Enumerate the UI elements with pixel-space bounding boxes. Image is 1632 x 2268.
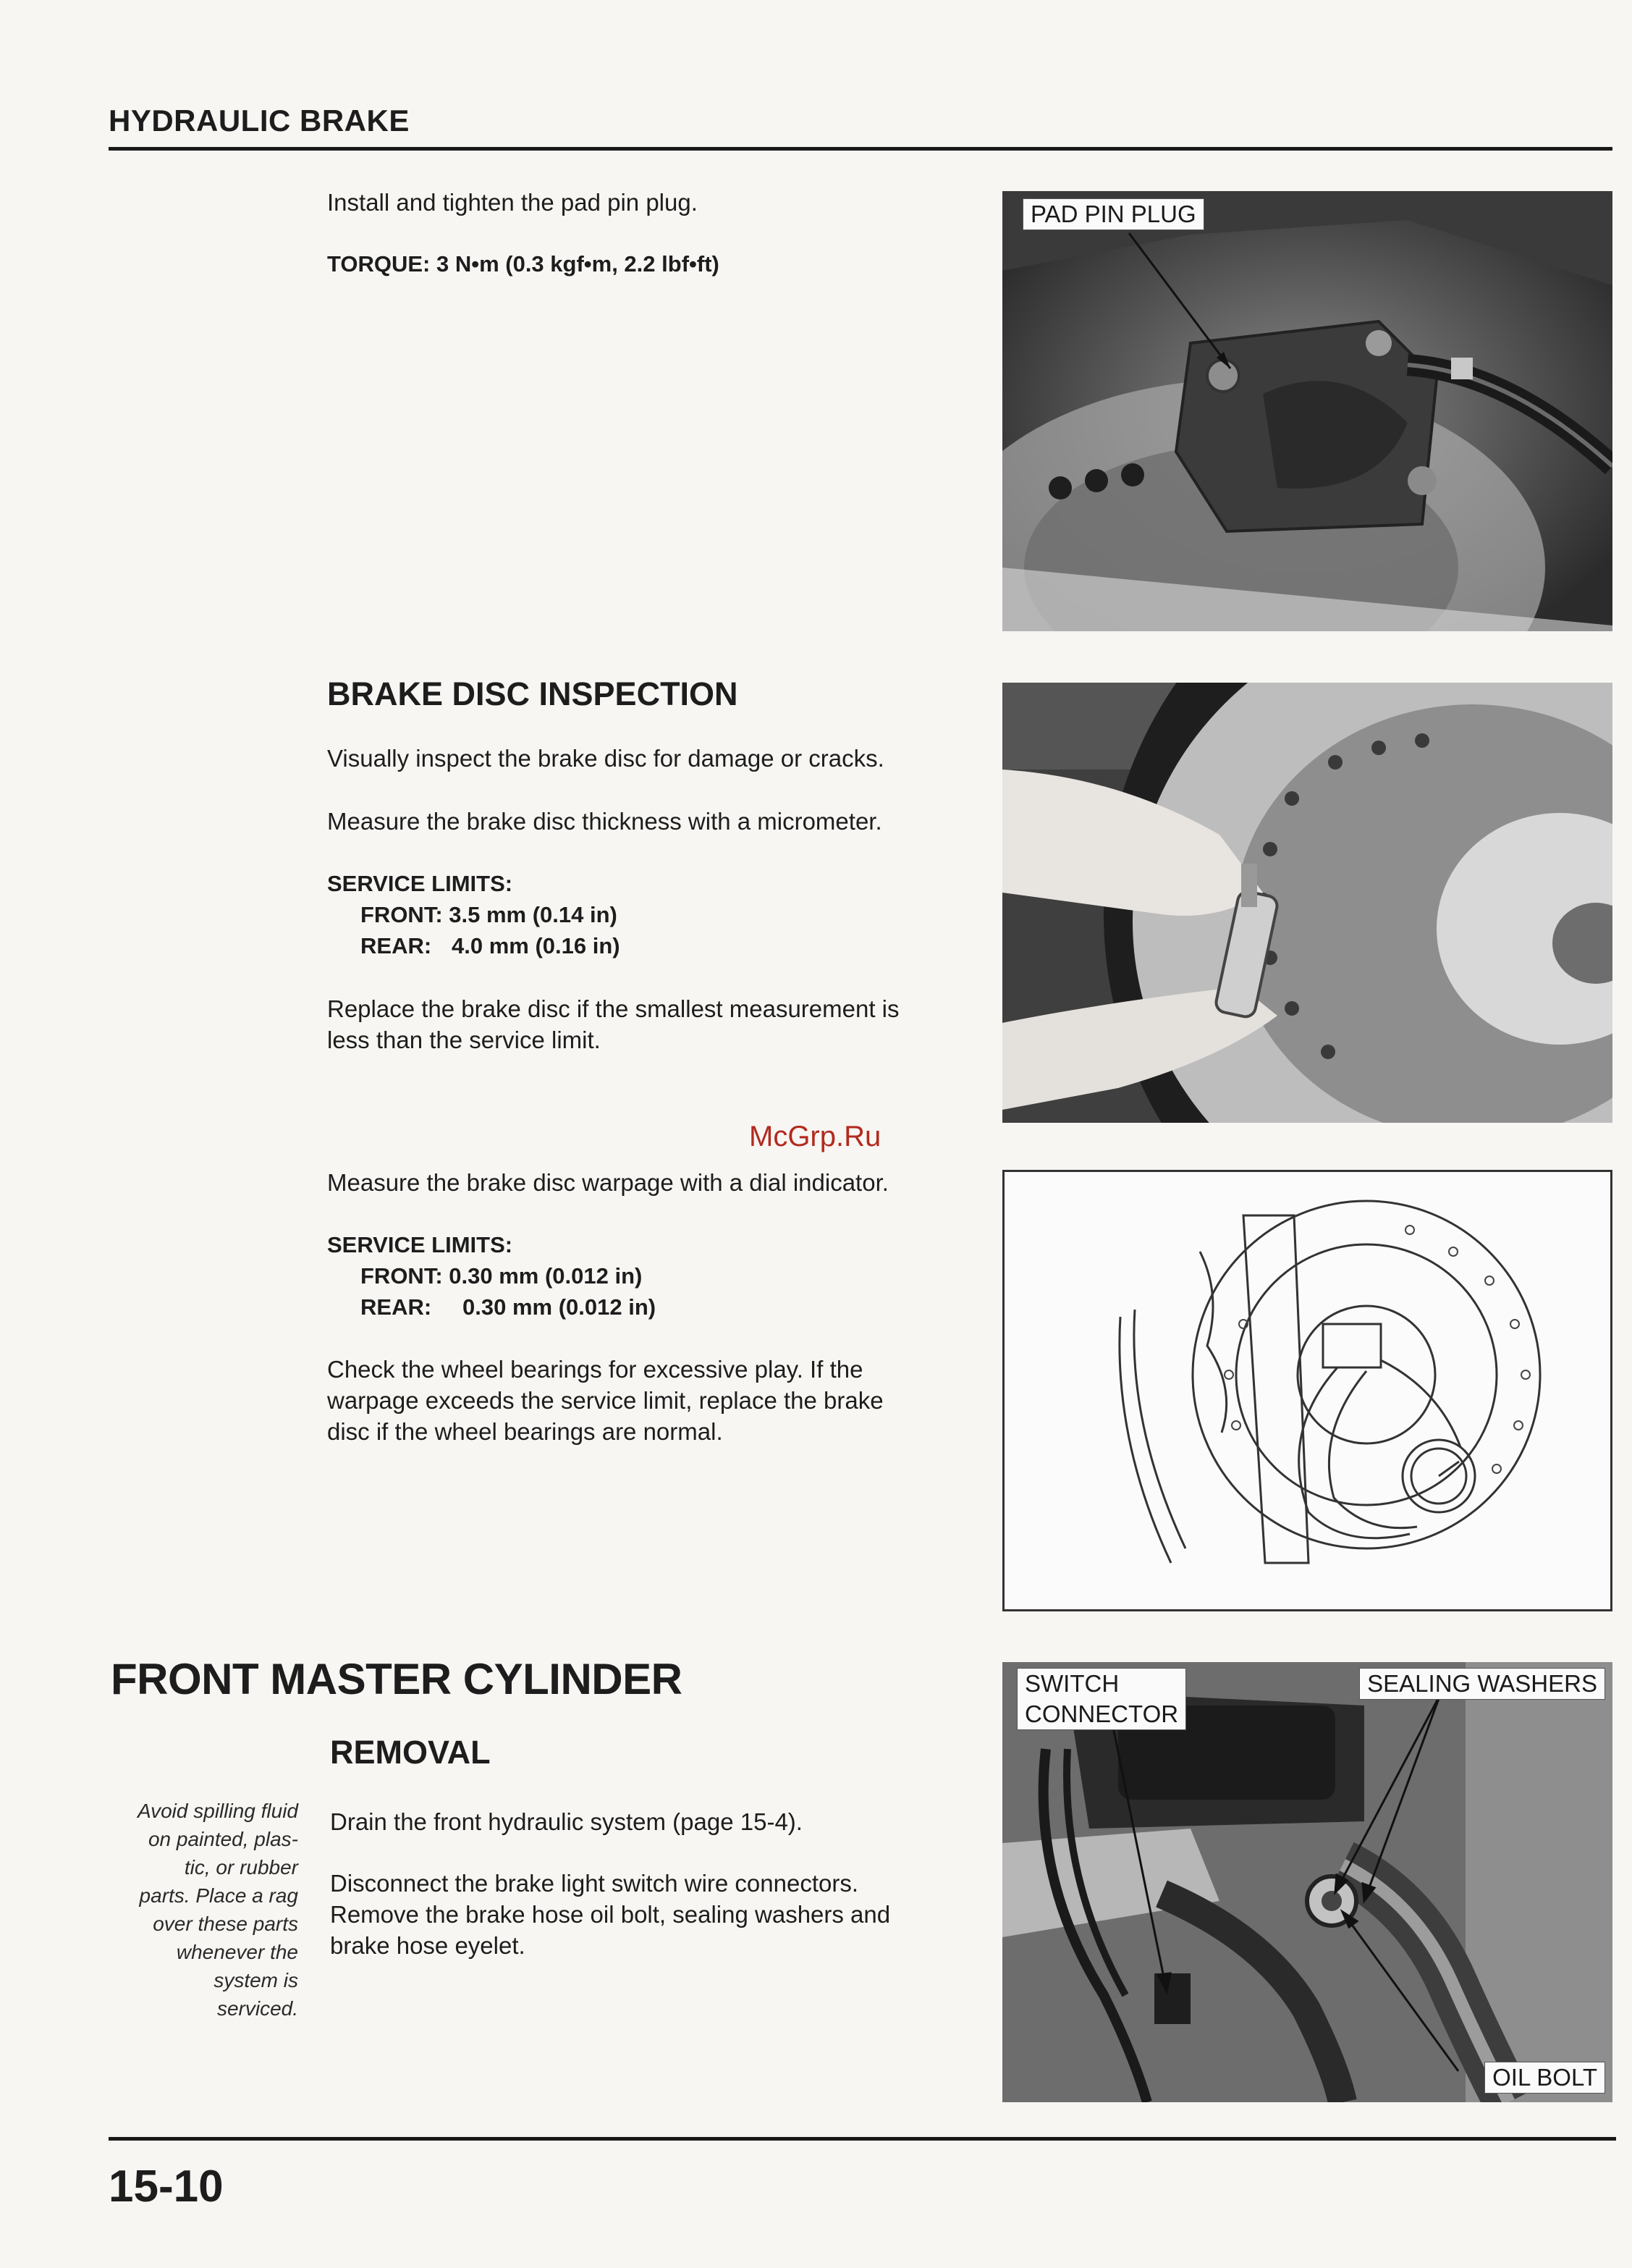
warpage-p2-line2: warpage exceeds the service limit, replace the brake: [327, 1387, 884, 1414]
side-note-line: over these parts: [153, 1913, 298, 1935]
side-note: [72, 1797, 298, 2023]
disc-inspection-p3-line1: Replace the brake disc if the smallest measurement is: [327, 995, 900, 1022]
side-note-line: on painted, plas-: [148, 1828, 298, 1850]
disc-inspection-title: BRAKE DISC INSPECTION: [327, 675, 738, 712]
dial-indicator-illustration: [1005, 1172, 1610, 1609]
torque-spec: TORQUE: 3 N•m (0.3 kgf•m, 2.2 lbf•ft): [327, 251, 719, 277]
master-cylinder-photo: [1002, 1662, 1612, 2102]
disc-limits-title: SERVICE LIMITS:: [327, 871, 513, 896]
disc-inspection-p2: Measure the brake disc thickness with a micrometer.: [327, 808, 882, 835]
disc-rear-label: REAR:: [360, 933, 432, 958]
disc-limit-front: [360, 899, 617, 930]
warpage-p1: Measure the brake disc warpage with a dial indicator.: [327, 1169, 889, 1196]
oil-bolt-label: OIL BOLT: [1484, 2062, 1605, 2094]
watermark: McGrp.Ru: [749, 1121, 881, 1152]
removal-subtitle: REMOVAL: [330, 1734, 491, 1771]
warpage-rear-value: 0.30 mm (0.012 in): [462, 1294, 656, 1320]
disc-front-value: 3.5 mm (0.14 in): [449, 902, 617, 927]
removal-p1: Drain the front hydraulic system (page 15-4).: [330, 1808, 803, 1835]
switch-connector-label: [1017, 1668, 1186, 1730]
switch-connector-label-line2: CONNECTOR: [1025, 1700, 1179, 1727]
warpage-rear-label: REAR:: [360, 1294, 432, 1320]
warpage-front-label: FRONT:: [360, 1263, 443, 1289]
disc-rear-value: 4.0 mm (0.16 in): [452, 933, 620, 958]
side-note-line: parts. Place a rag: [139, 1884, 298, 1907]
warpage-p2-line1: Check the wheel bearings for excessive play. If the: [327, 1356, 863, 1383]
sealing-washers-label: SEALING WASHERS: [1359, 1668, 1605, 1700]
header-rule: [109, 147, 1612, 151]
removal-p2-line2: Remove the brake hose oil bolt, sealing washers and: [330, 1901, 891, 1928]
disc-inspection-p1: Visually inspect the brake disc for damage or cracks.: [327, 745, 884, 772]
footer-rule: [109, 2137, 1616, 2141]
side-note-line: tic, or rubber: [184, 1856, 298, 1879]
caliper-illustration: [1002, 191, 1612, 631]
disc-limit-rear: [360, 930, 620, 961]
switch-connector-label-line1: SWITCH: [1025, 1670, 1120, 1697]
micrometer-photo: [1002, 683, 1612, 1123]
side-note-line: system is: [213, 1969, 298, 1991]
dial-indicator-drawing: [1002, 1170, 1612, 1611]
side-note-line: Avoid spilling fluid: [137, 1800, 298, 1822]
disc-front-label: FRONT:: [360, 902, 443, 927]
warpage-limits-title: SERVICE LIMITS:: [327, 1232, 513, 1257]
side-note-line: serviced.: [216, 1997, 298, 2020]
section-header: HYDRAULIC BRAKE: [109, 104, 410, 138]
removal-p2-line3: brake hose eyelet.: [330, 1932, 525, 1959]
warpage-limit-rear: [360, 1291, 656, 1323]
page-number: 15-10: [109, 2162, 224, 2212]
warpage-p2-line3: disc if the wheel bearings are normal.: [327, 1418, 723, 1445]
removal-p2-line1: Disconnect the brake light switch wire connectors.: [330, 1870, 858, 1897]
pad-pin-plug-label: PAD PIN PLUG: [1023, 198, 1204, 230]
master-cylinder-title: FRONT MASTER CYLINDER: [111, 1655, 682, 1703]
pad-pin-instruction: Install and tighten the pad pin plug.: [327, 189, 698, 216]
warpage-front-value: 0.30 mm (0.012 in): [449, 1263, 643, 1289]
side-note-line: whenever the: [176, 1941, 298, 1963]
micrometer-illustration: [1002, 683, 1612, 1123]
disc-inspection-p3-line2: less than the service limit.: [327, 1026, 601, 1053]
warpage-limit-front: [360, 1260, 642, 1291]
caliper-photo: [1002, 191, 1612, 631]
